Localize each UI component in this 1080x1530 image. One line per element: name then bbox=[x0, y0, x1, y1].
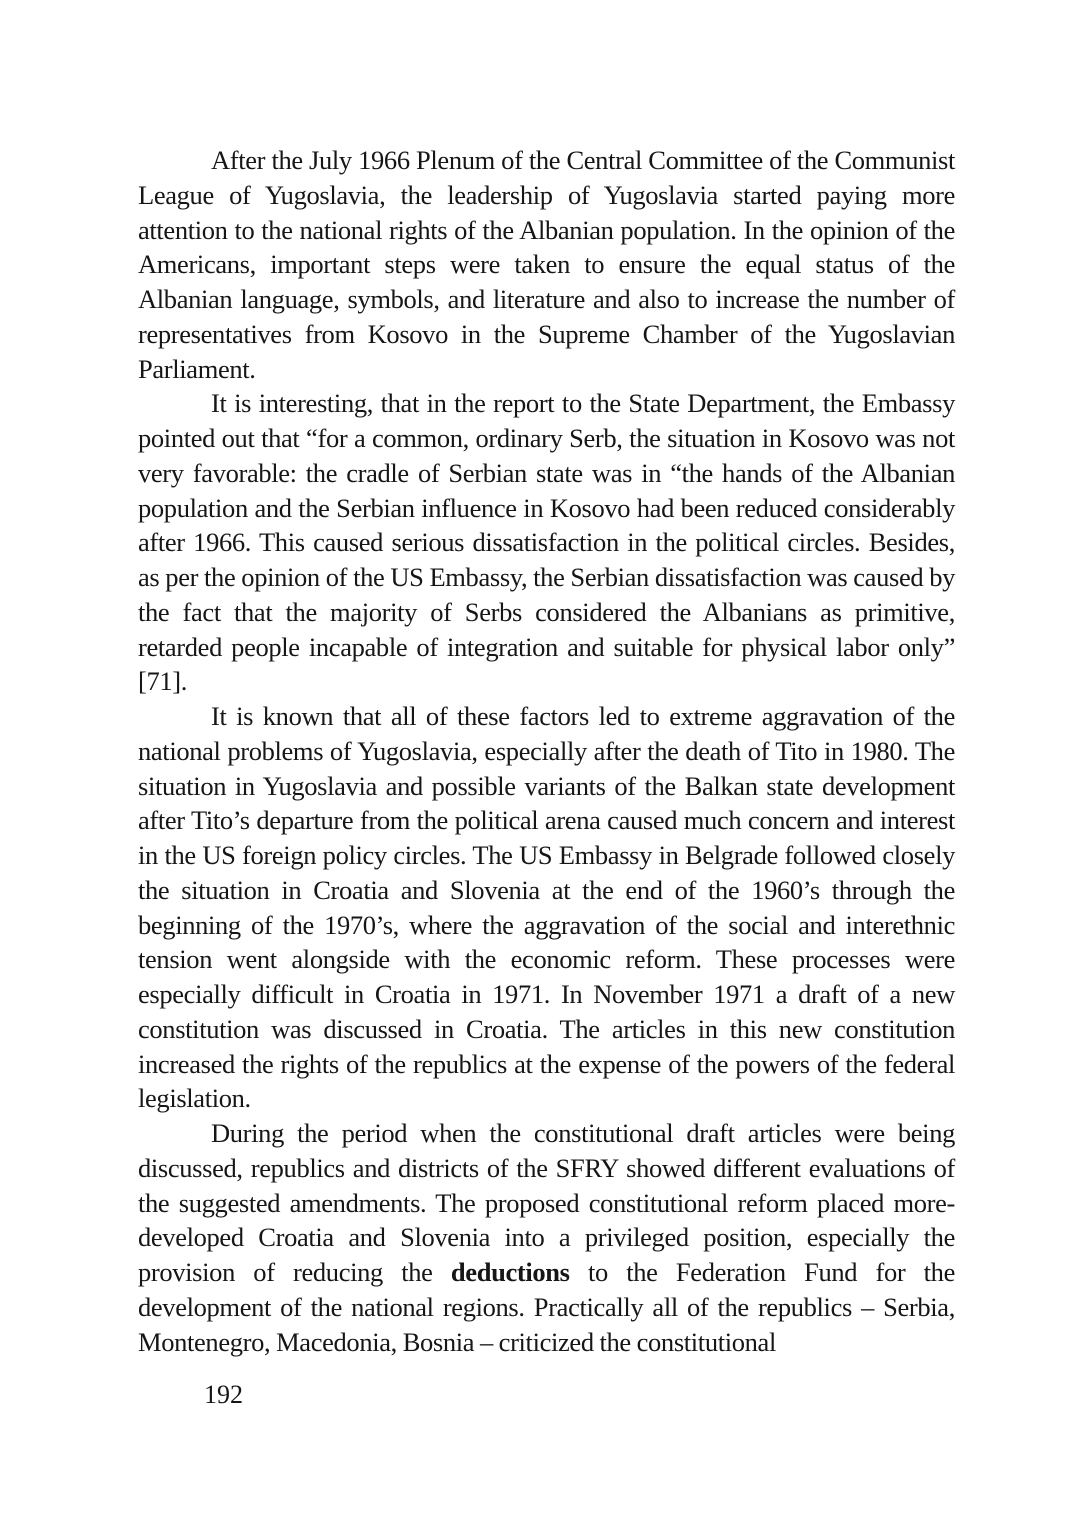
emphasized-term-deductions: deductions bbox=[450, 1257, 570, 1287]
body-text bbox=[138, 143, 955, 1359]
paragraph-1 bbox=[138, 143, 955, 386]
paragraph-4-text-part-2: to the Federation Fund for the development of the national regions. Practically all of the republics – Serbia, Montenegro, Macedonia, Bosnia – criticized the constitutional bbox=[138, 1257, 955, 1357]
paragraph-4 bbox=[138, 1116, 955, 1359]
paragraph-3 bbox=[138, 699, 955, 1116]
paragraph-3-text: It is known that all of these factors led to extreme aggravation of the national problems of Yugoslavia, especially after the death of Tito in 1980. The situation in Yugoslavia and possible variants of the Balkan state development after Tito’s departure from the political arena caused much concern and interest in the US foreign policy circles. The US Embassy in Belgrade followed closely the situation in Croatia and Slovenia at the end of the 1960’s through the beginning of the 1970’s, where the aggravation of the social and interethnic tension went alongside with the economic reform. These processes were especially difficult in Croatia in 1971. In November 1971 a draft of a new constitution was discussed in Croatia. The articles in this new constitution increased the rights of the republics at the expense of the powers of the federal legislation. bbox=[138, 701, 955, 1114]
paragraph-1-text: After the July 1966 Plenum of the Central Committee of the Communist League of Yugoslavia, the leadership of Yugoslavia started paying more attention to the national rights of the Albanian population. In the opinion of the Americans, important steps were taken to ensure the equal status of the Albanian language, symbols, and literature and also to increase the number of representatives from Kosovo in the Supreme Chamber of the Yugoslavian Parliament. bbox=[138, 145, 955, 384]
paragraph-2-text: It is interesting, that in the report to the State Department, the Embassy pointed out that “for a common, ordinary Serb, the situation in Kosovo was not very favorable: the cradle of Serbian state was in “the hands of the Albanian population and the Serbian influence in Kosovo had been reduced considerably after 1966. This caused serious dissatisfaction in the political circles. Besides, as per the opinion of the US Embassy, the Serbian dissatisfaction was caused by the fact that the majority of Serbs considered the Albanians as primitive, retarded people incapable of integration and suitable for physical labor only” [71]. bbox=[138, 388, 955, 697]
page-number: 192 bbox=[204, 1380, 243, 1409]
paragraph-4-text-part-1: During the period when the constitutional draft articles were being discussed, republics and districts of the SFRY showed different evaluations of the suggested amendments. The proposed constitutional reform placed more-developed Croatia and Slovenia into a privileged position, especially the provision of reducing the bbox=[138, 1118, 955, 1287]
paragraph-2 bbox=[138, 386, 955, 699]
